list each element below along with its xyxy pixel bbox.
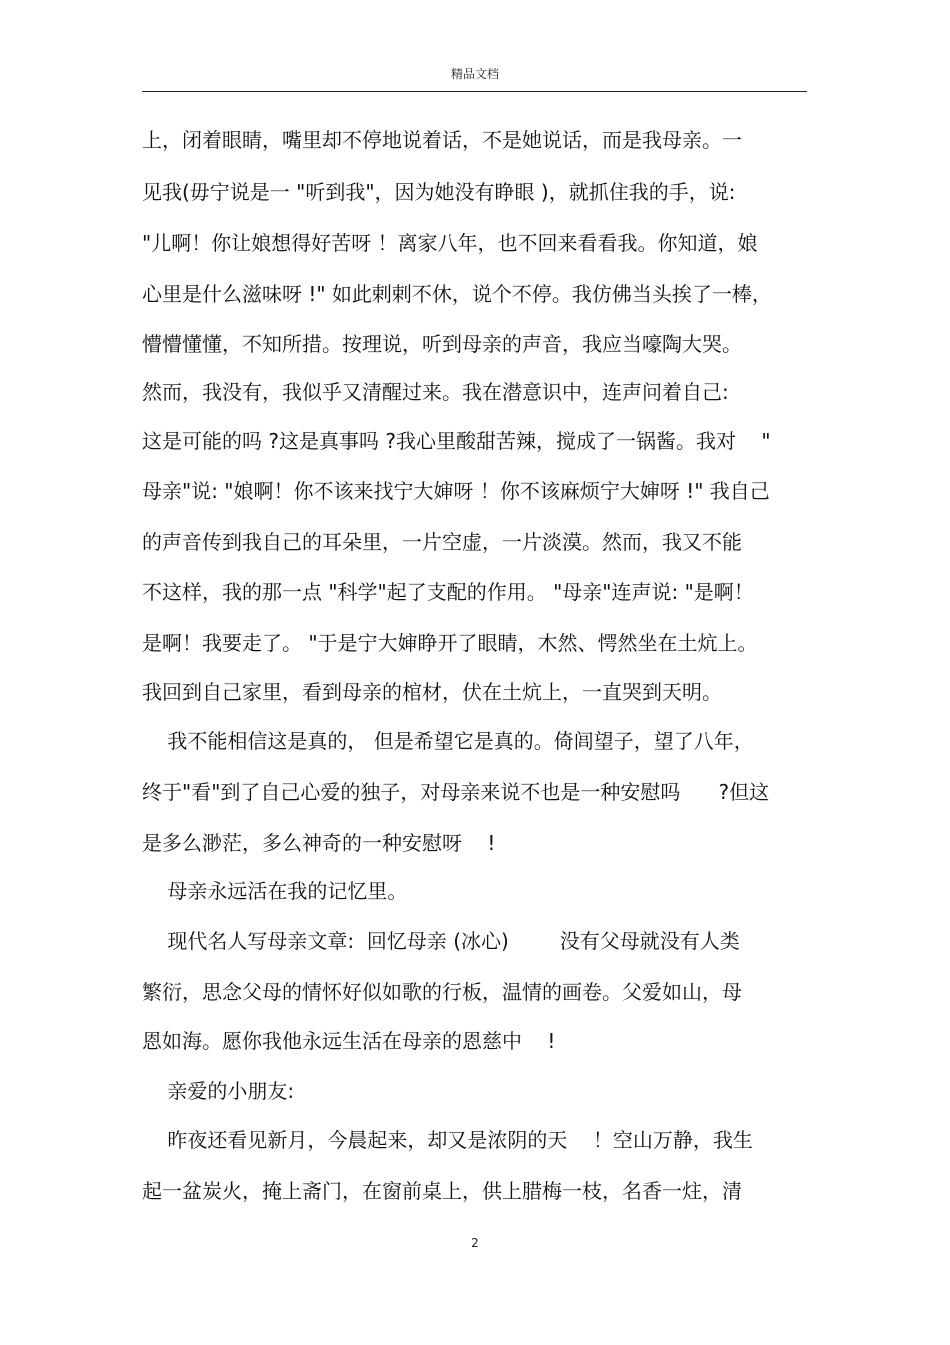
body-line: 母亲永远活在我的记忆里。 bbox=[142, 879, 408, 903]
body-line: 心里是什么滋味呀 !" 如此剌剌不休，说个不停。我仿佛当头挨了一棒， bbox=[142, 282, 772, 306]
body-line: 我不能相信这是真的， 但是希望它是真的。倚闾望子，望了八年， bbox=[142, 729, 754, 753]
page-header: 精品文档 bbox=[450, 67, 499, 81]
body-line: 不这样，我的那一点 "科学"起了支配的作用。 "母亲"连声说: "是啊！ bbox=[142, 580, 754, 604]
body-line: 是多么渺茫，多么神奇的一种安慰呀 ! bbox=[142, 831, 496, 855]
body-line: 这是可能的吗 ?这是真事吗 ?我心里酸甜苦辣，搅成了一锅酱。我对 " bbox=[142, 429, 771, 453]
body-line: 然而，我没有，我似乎又清醒过来。我在潜意识中，连声问着自己: bbox=[142, 380, 729, 404]
page-number: 2 bbox=[471, 1236, 479, 1250]
body-line: 现代名人写母亲文章: 回忆母亲 (冰心) 没有父母就没有人类 bbox=[142, 929, 740, 953]
body-line: 恩如海。愿你我他永远生活在母亲的恩慈中 ! bbox=[142, 1029, 556, 1053]
body-line: 母亲"说: "娘啊！你不该来找宁大婶呀 ！你不该麻烦宁大婶呀 !" 我自己 bbox=[142, 479, 770, 503]
body-line: 起一盆炭火，掩上斋门，在窗前桌上，供上腊梅一枝，名香一炷，清 bbox=[142, 1179, 742, 1203]
body-line: 的声音传到我自己的耳朵里，一片空虚，一片淡漠。然而，我又不能 bbox=[142, 530, 742, 554]
body-line: 昨夜还看见新月，今晨起来，却又是浓阴的天 ！空山万静，我生 bbox=[142, 1128, 753, 1152]
body-line: 懵懵懂懂，不知所措。按理说，听到母亲的声音，我应当嚎陶大哭。 bbox=[142, 332, 742, 356]
body-line: 见我(毋宁说是一 "听到我"，因为她没有睁眼 )，就抓住我的手，说: bbox=[142, 180, 736, 204]
body-line: 亲爱的小朋友: bbox=[142, 1079, 295, 1103]
body-line: 我回到自己家里，看到母亲的棺材，伏在土炕上，一直哭到天明。 bbox=[142, 680, 722, 704]
body-line: 上，闭着眼睛，嘴里却不停地说着话，不是她说话，而是我母亲。一 bbox=[142, 128, 742, 152]
body-line: 是啊！我要走了。 "于是宁大婶睁开了眼睛，木然、愕然坐在土炕上。 bbox=[142, 631, 758, 655]
body-line: 终于"看"到了自己心爱的独子，对母亲来说不也是一种安慰吗 ?但这 bbox=[142, 780, 770, 804]
header-divider bbox=[142, 91, 807, 92]
body-line: 繁衍，思念父母的情怀好似如歌的行板，温情的画卷。父爱如山，母 bbox=[142, 980, 742, 1004]
body-line: "儿啊！你让娘想得好苦呀 ！离家八年，也不回来看看我。你知道，娘 bbox=[142, 231, 758, 255]
